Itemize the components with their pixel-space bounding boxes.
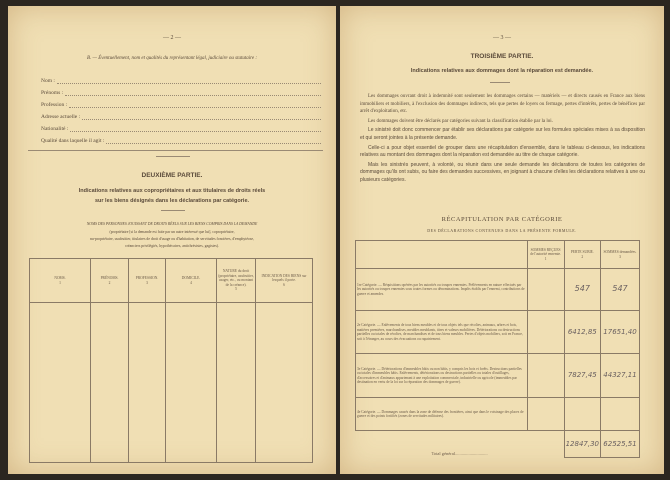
field-profession <box>41 102 321 108</box>
total-demandees: 62525,51 <box>601 431 640 458</box>
table-row <box>356 398 640 431</box>
header-domicile: DOMICILE. 4 <box>166 259 217 303</box>
field-label: Nationalité : <box>41 126 69 132</box>
total-perte: 12847,30 <box>564 431 600 458</box>
divider <box>156 156 190 157</box>
instructions-line: (propriétaire [si la demande est faite par un autre intéressé que lui], copropriétaire, <box>109 230 235 234</box>
paragraph: Les dommages doivent être déclarés par catégories suivant la classification établie par la loi. <box>368 118 553 124</box>
section-title: DEUXIÈME PARTIE. <box>141 172 203 179</box>
recap-subtitle: DES DÉCLARATIONS CONTENUES DANS LA PRÉSENTE FORMULE. <box>427 228 577 233</box>
paragraph: Mais les sinistrés peuvent, à volonté, ou réunir dans une seule demande les déclarations de toutes les catégories de dommages qu'ils ont subis, ou faire des demandes successives, en joignant à chacune d'elles les déclarations relatives à une ou plusieurs catégories. <box>360 161 645 183</box>
field-label: Nom : <box>41 78 55 84</box>
page-number: — 3 — <box>493 35 511 41</box>
section-subtitle: sur les biens désignés dans les déclarations par catégorie. <box>94 198 250 204</box>
table-header-row <box>356 241 640 269</box>
header-noms: NOMS. 1 <box>30 259 91 303</box>
header-prenoms: PRÉNOMS. 2 <box>91 259 129 303</box>
divider <box>28 150 323 151</box>
left-page <box>8 6 336 474</box>
table-row <box>30 303 313 463</box>
right-page <box>340 6 664 474</box>
category-4-description: 4e Catégorie. — Dommages causés dans la zone de défense des frontières, ainsi que dans le voisinage des places de guerre et des points fortifiés (zones de servitudes militaires). <box>356 398 528 431</box>
instructions-line: créanciers privilégiés, hypothécaires, antichrésistes, gagistes). <box>124 244 220 248</box>
section-subtitle: Indications relatives aux dommages dont la réparation est demandée. <box>410 68 594 74</box>
category-1-perte: 547 <box>564 269 600 311</box>
field-nationalite <box>41 126 321 132</box>
category-3-perte: 7827,45 <box>564 354 600 398</box>
category-4-demandees <box>601 398 640 431</box>
table-row <box>356 269 640 311</box>
instructions-heading: NOMS DES PERSONNES JOUISSANT DE DROITS RÉELS SUR LES BIENS COMPRIS DANS LA DEMANDE <box>86 222 258 226</box>
category-2-sommes-recues <box>527 311 564 354</box>
header-profession: PROFESSION. 3 <box>129 259 166 303</box>
field-nom <box>41 78 321 84</box>
field-prenoms <box>41 90 321 96</box>
table-header-row <box>30 259 313 303</box>
instructions-text <box>360 93 645 185</box>
recap-title: RÉCAPITULATION PAR CATÉGORIE <box>441 216 563 223</box>
field-label: Profession : <box>41 102 68 108</box>
section-b-heading: B. — Éventuellement, nom et qualités du représentant légal, judiciaire ou statutaire : <box>86 56 258 61</box>
category-4-sommes-recues <box>527 398 564 431</box>
total-row <box>356 431 640 458</box>
instructions-line: nu-propriétaire, usufruitier, titulaires de droit d'usage ou d'habitation, de servitudes foncières, d'emphytéose, <box>89 237 255 241</box>
category-2-demandees: 17651,40 <box>601 311 640 354</box>
field-label: Adresse actuelle : <box>41 114 81 120</box>
paragraph: Le sinistré doit donc commencer par établir ses déclarations par catégorie sur les formules spéciales mises à sa disposition et qui seront jointes à la présente demande. <box>360 127 645 141</box>
category-2-perte: 6412,85 <box>564 311 600 354</box>
category-1-sommes-recues <box>527 269 564 311</box>
category-1-description: 1re Catégorie. — Réquisitions opérées par les autorités ou troupes ennemies. Prélèvements en nature effectués par les autorités ou troupes ennemies sous toutes formes ou dénominations. Impôts établis par l'ennemi, contributions de guerre et amendes. <box>356 269 528 311</box>
category-3-demandees: 44327,11 <box>601 354 640 398</box>
section-title: TROISIÈME PARTIE. <box>470 53 534 60</box>
table-row <box>356 354 640 398</box>
field-adresse <box>41 114 321 120</box>
header-sommes-recues: SOMMES REÇUES de l'autorité ennemie. 1 <box>527 241 564 269</box>
category-1-demandees: 547 <box>601 269 640 311</box>
divider <box>490 82 510 83</box>
total-label: Total général............................. <box>356 431 565 458</box>
category-2-description: 2e Catégorie. — Enlèvements de tous biens meubles et de tous objets tels que récoltes, animaux, arbres et bois, matières premières, marchandises, meubles meublants, titres et valeurs mobilières. Détériorations ou destructions partielles ou totales de récoltes, de marchandises et de tous biens meubles. Pertes d'objets mobiliers, soit en France, soit à l'étranger, au cours des évacuations ou rapatriement. <box>356 311 528 354</box>
recap-table <box>355 240 640 458</box>
category-4-perte <box>564 398 600 431</box>
header-perte-subie: PERTE SUBIE. 2 <box>564 241 600 269</box>
page-number: — 2 — <box>163 35 181 41</box>
field-qualite <box>41 138 321 144</box>
header-nature: NATURE du droit (propriétaire, usufruitier, usager, etc., ou montant de la créance). 5 <box>217 259 256 303</box>
field-label: Qualité dans laquelle il agit : <box>41 138 105 144</box>
table-row <box>356 311 640 354</box>
category-3-sommes-recues <box>527 354 564 398</box>
paragraph: Les dommages ouvrant droit à indemnité sont seulement les dommages certains — matériels — et directs causés en France aux biens immobiliers et mobiliers, à l'exclusion des dommages indirects, tels que pertes de loyers ou fermage, pertes d'intérêts, pertes de bénéfices par arrêt d'exploitation, etc. <box>360 94 645 115</box>
section-subtitle: Indications relatives aux copropriétaires et aux titulaires de droits réels <box>78 188 266 194</box>
category-3-description: 3e Catégorie. — Détériorations d'immeubles bâtis ou non bâtis, y compris les bois et forêts. Destructions partielles ou totales d'immeubles bâtis. Enlèvements, détériorations ou destructions partielles ou totales d'outillages, d'accessoires et d'animaux appartenant à une exploitation commerciale, industrielle ou agricole (immeubles par destination en vertu de la loi sur la réparation des dommages de guerre). <box>356 354 528 398</box>
divider <box>161 210 185 211</box>
header-sommes-demandees: SOMMES demandées. 3 <box>601 241 640 269</box>
field-label: Prénoms : <box>41 90 64 96</box>
paragraph: Celle-ci a pour objet essentiel de grouper dans une récapitulation d'ensemble, dans le tableau ci-dessous, les indications relatives au montant des dommages dont la réparation est demandée au titre de chaque catégorie. <box>360 144 645 159</box>
header-indication: INDICATION DES BIENS sur lesquels il porte. 6 <box>256 259 313 303</box>
co-owners-table <box>29 258 313 463</box>
